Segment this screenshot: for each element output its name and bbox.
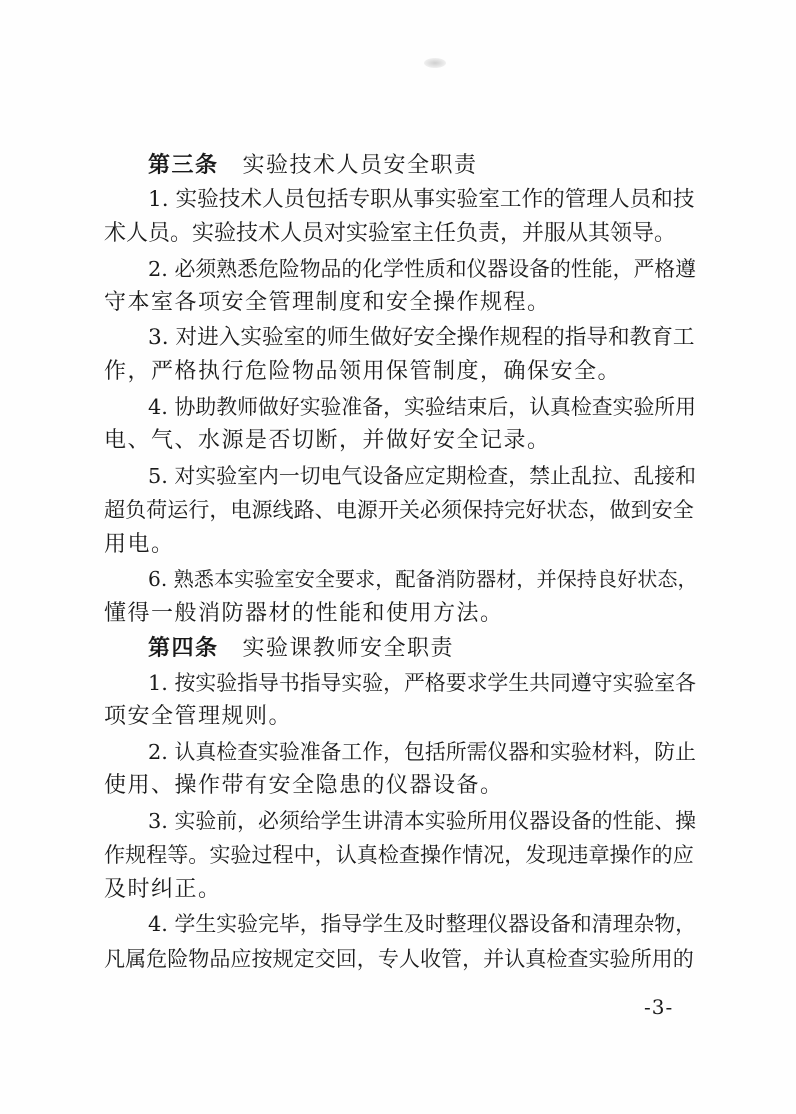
paragraph-line: 及时纠正。 [104, 876, 222, 902]
paragraph-line: 项安全管理规则。 [104, 704, 293, 729]
article-number: 第四条 [148, 635, 219, 661]
paragraph-line: 术人员。实验技术人员对实验室主任负责，并服从其领导。 [104, 221, 677, 246]
paragraph-line: 使用、操作带有安全隐患的仪器设备。 [104, 773, 504, 798]
paragraph-first-line: 2. 必须熟悉危险物品的化学性质和仪器设备的性能，严格遵 [148, 256, 697, 281]
paragraph-first-line: 5. 对实验室内一切电气设备应定期检查，禁止乱拉、乱接和 [148, 463, 697, 488]
paragraph-first-line: 4. 协助教师做好实验准备，实验结束后，认真检查实验所用 [148, 394, 697, 419]
scan-smudge [424, 58, 446, 68]
paragraph-line: 用电。 [104, 531, 175, 557]
paragraph-line: 电、气、水源是否切断，并做好安全记录。 [104, 428, 551, 453]
paragraph-first-line: 4. 学生实验完毕，指导学生及时整理仪器设备和清理杂物， [148, 912, 697, 936]
article-title: 实验技术人员安全职责 [242, 153, 478, 178]
paragraph-line: 懂得一般消防器材的性能和使用方法。 [104, 600, 504, 626]
paragraph-first-line: 6. 熟悉本实验室安全要求，配备消防器材，并保持良好状态， [148, 567, 698, 591]
page-number: -3- [644, 995, 674, 1019]
paragraph-line: 超负荷运行，电源线路、电源开关必须保持完好状态，做到安全 [104, 497, 694, 522]
document-body [104, 148, 698, 976]
article-heading [104, 631, 694, 666]
paragraph-line: 凡属危险物品应按规定交回，专人收管，并认真检查实验所用的 [104, 945, 694, 971]
paragraph-first-line: 1. 实验技术人员包括专职从事实验室工作的管理人员和技 [148, 186, 695, 212]
paragraph-first-line: 1. 按实验指导书指导实验，严格要求学生共同遵守实验室各 [148, 670, 697, 695]
article-number: 第三条 [148, 152, 219, 178]
paragraph-line: 作规程等。实验过程中，认真检查操作情况，发现违章操作的应 [104, 842, 694, 867]
paragraph-first-line: 2. 认真检查实验准备工作，包括所需仪器和实验材料，防止 [148, 739, 697, 764]
paragraph-first-line: 3. 实验前，必须给学生讲清本实验所用仪器设备的性能、操 [148, 808, 697, 833]
article-title: 实验课教师安全职责 [242, 636, 455, 661]
paragraph-line: 守本室各项安全管理制度和安全操作规程。 [104, 290, 551, 315]
paragraph-line: 作，严格执行危险物品领用保管制度，确保安全。 [104, 359, 622, 384]
paragraph-first-line: 3. 对进入实验室的师生做好安全操作规程的指导和教育工 [148, 324, 695, 350]
article-heading [104, 148, 694, 183]
